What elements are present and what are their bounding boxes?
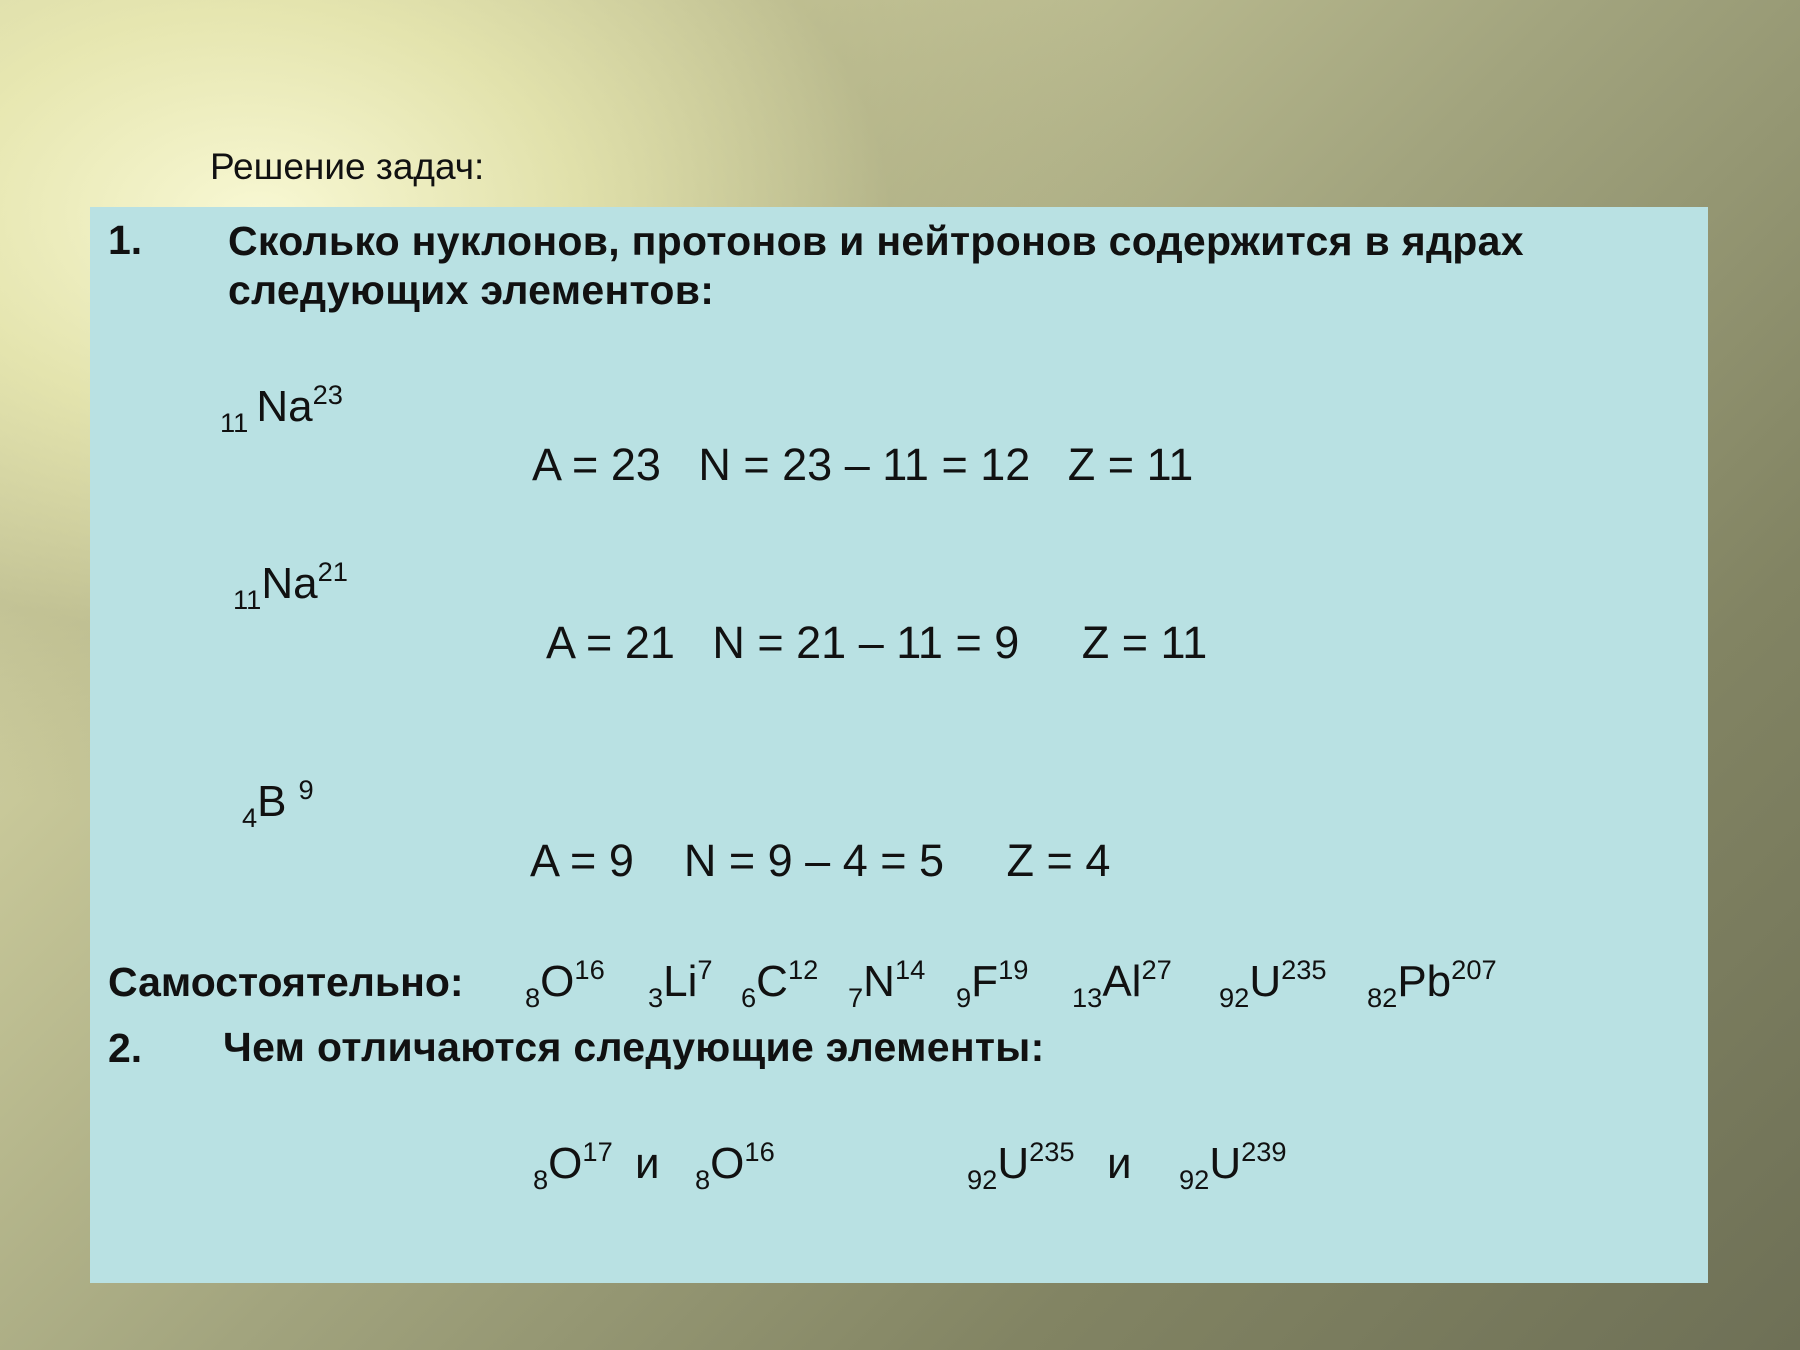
pair-2-first-symbol: U <box>997 1139 1030 1188</box>
self-study-item-al27-symbol: Al <box>1102 957 1142 1006</box>
pair-2-second-sup: 239 <box>1241 1136 1287 1168</box>
self-study-item-o16 <box>525 954 605 1014</box>
question-2-number: 2. <box>108 1025 143 1071</box>
example-3-atomic-number: 4 <box>242 802 258 834</box>
example-1-symbol: Na <box>256 382 313 431</box>
question-1-line-2: следующих элементов: <box>228 267 715 313</box>
example-1-nuclide <box>220 379 343 439</box>
self-study-item-o16-sup: 16 <box>574 954 605 986</box>
example-3-nuclide <box>242 774 314 834</box>
example-1-mass-number: 23 <box>312 379 343 411</box>
self-study-item-c12-sup: 12 <box>787 954 819 986</box>
self-study-item-u235-sup: 235 <box>1281 954 1327 986</box>
self-study-item-li7 <box>648 954 713 1014</box>
example-2-symbol: Na <box>261 559 318 608</box>
self-study-item-pb207-symbol: Pb <box>1397 957 1452 1006</box>
self-study-item-n14-symbol: N <box>863 957 895 1006</box>
self-study-item-o16-symbol: O <box>540 957 575 1006</box>
pair-1-conjunction: и <box>635 1139 660 1188</box>
question-1-line-1: Сколько нуклонов, протонов и нейтронов содержится в ядрах <box>228 218 1524 264</box>
self-study-item-u235 <box>1219 954 1327 1014</box>
self-study-item-n14 <box>848 954 926 1014</box>
self-study-item-n14-sup: 14 <box>894 954 926 986</box>
self-study-item-li7-sub: 3 <box>648 982 664 1014</box>
self-study-item-o16-sub: 8 <box>525 982 541 1014</box>
example-3-calculation: A = 9 N = 9 – 4 = 5 Z = 4 <box>530 835 1111 886</box>
example-2-nuclide <box>233 556 348 616</box>
self-study-item-al27-sup: 27 <box>1141 954 1172 986</box>
example-3-mass-number: 9 <box>298 774 314 806</box>
self-study-item-u235-symbol: U <box>1249 957 1282 1006</box>
self-study-item-c12-symbol: C <box>756 957 788 1006</box>
question-2-text: Чем отличаются следующие элементы: <box>223 1024 1045 1070</box>
pair-2-first-sup: 235 <box>1029 1136 1075 1168</box>
self-study-item-li7-symbol: Li <box>663 957 698 1006</box>
self-study-item-f19-sub: 9 <box>956 982 972 1014</box>
self-study-item-f19-symbol: F <box>971 957 999 1006</box>
slide-title: Решение задач: <box>210 146 485 187</box>
pair-2-first-nuclide <box>967 1136 1075 1196</box>
self-study-item-pb207-sup: 207 <box>1451 954 1497 986</box>
self-study-item-f19-sup: 19 <box>998 954 1029 986</box>
self-study-item-pb207 <box>1367 954 1497 1014</box>
pair-2-second-sub: 92 <box>1179 1164 1210 1196</box>
self-study-item-al27-sub: 13 <box>1072 982 1103 1014</box>
self-study-item-pb207-sub: 82 <box>1367 982 1398 1014</box>
self-study-item-f19 <box>956 954 1029 1014</box>
pair-1-first-sub: 8 <box>533 1164 549 1196</box>
example-1-atomic-number: 11 <box>220 407 249 439</box>
example-2-mass-number: 21 <box>317 556 348 588</box>
pair-2-second-nuclide <box>1179 1136 1287 1196</box>
pair-1-second-symbol: O <box>710 1139 745 1188</box>
self-study-item-li7-sup: 7 <box>697 954 713 986</box>
content-panel <box>90 207 1708 1283</box>
self-study-label: Самостоятельно: <box>108 959 464 1005</box>
pair-1-second-sup: 16 <box>744 1136 775 1168</box>
pair-2-first-sub: 92 <box>967 1164 998 1196</box>
example-1-calculation: A = 23 N = 23 – 11 = 12 Z = 11 <box>532 439 1194 490</box>
pair-2-conjunction: и <box>1107 1139 1132 1188</box>
example-3-symbol: B <box>257 777 287 826</box>
example-2-atomic-number: 11 <box>233 584 262 616</box>
self-study-item-u235-sub: 92 <box>1219 982 1250 1014</box>
self-study-item-al27 <box>1072 954 1172 1014</box>
pair-1-first-sup: 17 <box>582 1136 613 1168</box>
question-1-number: 1. <box>108 217 143 263</box>
pair-1-first-nuclide <box>533 1136 613 1196</box>
example-2-calculation: A = 21 N = 21 – 11 = 9 Z = 11 <box>546 617 1208 668</box>
pair-1-first-symbol: O <box>548 1139 583 1188</box>
pair-1-second-sub: 8 <box>695 1164 711 1196</box>
pair-2-second-symbol: U <box>1209 1139 1242 1188</box>
self-study-item-c12 <box>741 954 819 1014</box>
question-1-text <box>228 217 1524 315</box>
pair-1-second-nuclide <box>695 1136 775 1196</box>
self-study-item-c12-sub: 6 <box>741 982 757 1014</box>
self-study-item-n14-sub: 7 <box>848 982 864 1014</box>
